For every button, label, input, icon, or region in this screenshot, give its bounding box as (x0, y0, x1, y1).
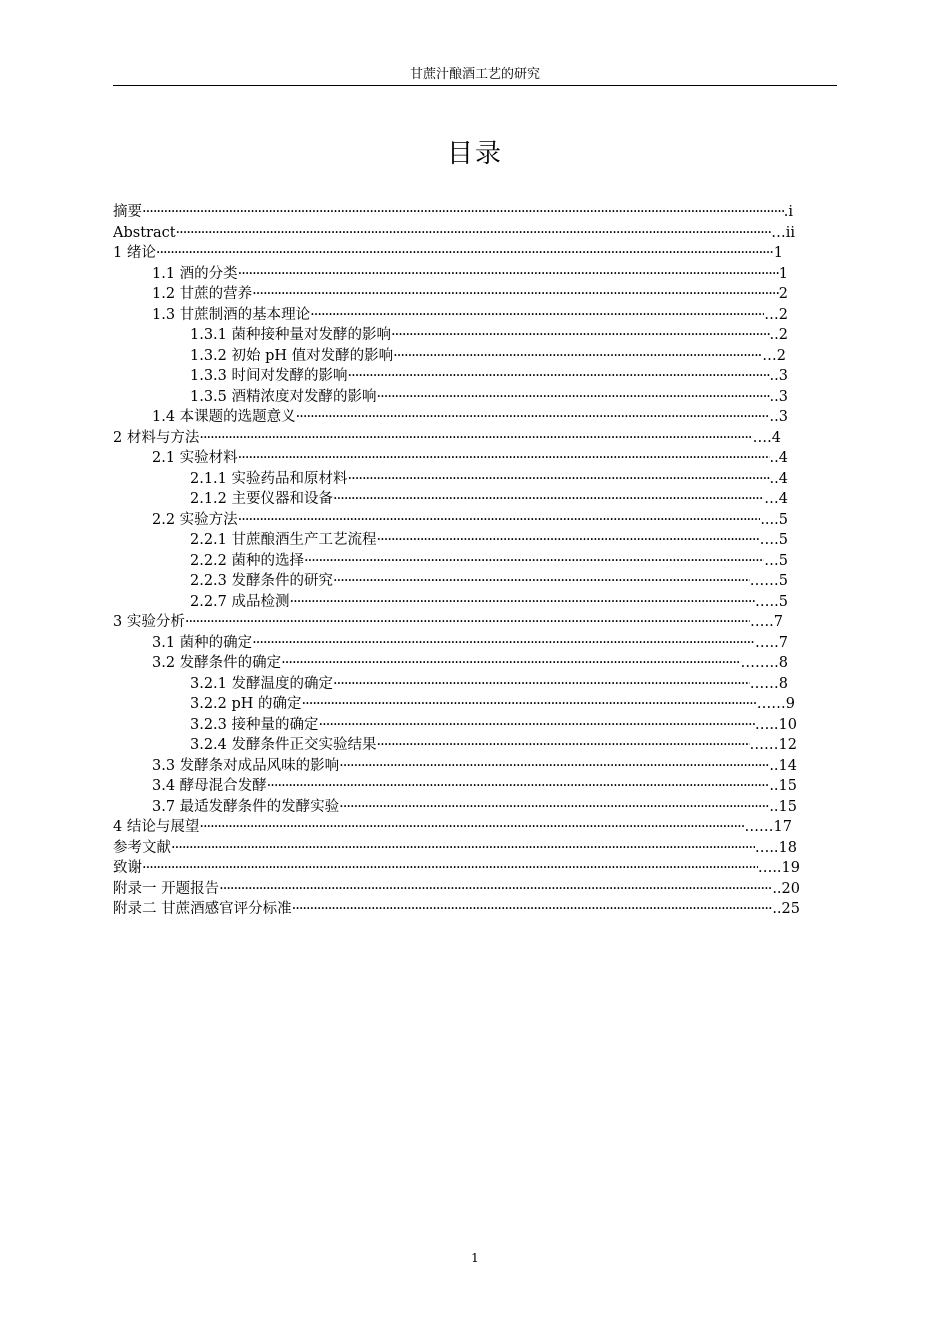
toc-entry[interactable] (113, 202, 803, 223)
toc-entry[interactable] (113, 428, 803, 449)
toc-entry-line (152, 264, 788, 285)
toc-entry-line (113, 428, 781, 449)
toc-entry-line (190, 346, 786, 367)
toc-dot-leader (238, 448, 770, 469)
toc-entry-page: ..3 (769, 409, 788, 425)
toc-entry-label: 2.1 实验材料 (152, 450, 238, 466)
toc-dot-leader (142, 202, 784, 223)
toc-entry-line (190, 571, 788, 592)
toc-entry[interactable] (113, 817, 803, 838)
toc-entry[interactable] (113, 264, 803, 285)
toc-entry-line (190, 674, 788, 695)
toc-entry[interactable] (113, 489, 803, 510)
toc-entry-label: 2 材料与方法 (113, 429, 200, 446)
toc-entry-line (113, 879, 800, 900)
toc-dot-leader (238, 264, 779, 285)
toc-entry-page: …..5 (755, 593, 788, 610)
toc-dot-leader (304, 551, 764, 572)
toc-entry-label: 3.2.4 发酵条件正交实验结果 (190, 737, 377, 753)
toc-dot-leader (292, 899, 773, 920)
toc-entry-line (190, 325, 788, 346)
toc-entry-label: 1 绪论 (113, 245, 156, 261)
toc-entry-page: ……8 (749, 675, 788, 692)
toc-entry-label: 3.2.3 接种量的确定 (190, 716, 319, 733)
toc-entry-label: 1.3.2 初始 pH 值对发酵的影响 (190, 347, 394, 364)
toc-entry-page: ..4 (769, 470, 788, 487)
toc-entry-page: ……17 (744, 819, 792, 835)
toc-entry-line (113, 858, 800, 879)
toc-dot-leader (377, 387, 770, 408)
toc-entry-label: 参考文献 (113, 839, 171, 856)
toc-dot-leader (310, 305, 764, 326)
toc-entry-line (152, 797, 797, 818)
toc-dot-leader (302, 694, 757, 715)
toc-entry-page: .i (783, 204, 793, 220)
toc-entry-label: 3.1 菌种的确定 (152, 634, 253, 651)
toc-list (113, 202, 803, 920)
toc-entry[interactable] (113, 223, 803, 244)
toc-dot-leader (333, 571, 750, 592)
toc-dot-leader (238, 510, 761, 531)
toc-dot-leader (348, 469, 770, 490)
toc-entry[interactable] (113, 858, 803, 879)
toc-entry[interactable] (113, 510, 803, 531)
toc-entry[interactable] (113, 612, 803, 633)
toc-entry-page: …..19 (757, 860, 800, 876)
toc-entry-line (152, 407, 788, 428)
toc-entry-line (113, 202, 793, 223)
toc-entry-page: …..10 (754, 716, 797, 733)
toc-dot-leader (171, 838, 755, 859)
toc-dot-leader (142, 858, 758, 879)
toc-dot-leader (333, 674, 750, 695)
toc-dot-leader (219, 879, 772, 900)
toc-entry[interactable] (113, 776, 803, 797)
toc-dot-leader (296, 407, 770, 428)
toc-title: 目录 (446, 139, 503, 169)
toc-entry-label: 附录二 甘蔗酒感官评分标准 (113, 901, 292, 917)
toc-entry-page: …5 (764, 552, 788, 569)
header-rule (113, 85, 837, 86)
toc-entry-line (190, 489, 788, 510)
toc-dot-leader (267, 776, 770, 797)
toc-entry-line (113, 899, 800, 920)
toc-entry-line (152, 510, 788, 531)
toc-entry[interactable] (113, 366, 803, 387)
toc-entry-line (190, 469, 788, 490)
toc-entry[interactable] (113, 797, 803, 818)
toc-dot-leader (281, 653, 740, 674)
toc-entry-line (152, 448, 788, 469)
toc-dot-leader (185, 612, 750, 633)
toc-entry[interactable] (113, 592, 803, 613)
toc-entry-line (190, 387, 788, 408)
toc-entry-label: 1.3.1 菌种接种量对发酵的影响 (190, 327, 392, 343)
toc-entry-page: ….4 (752, 429, 781, 446)
toc-entry-page: ..20 (772, 880, 800, 897)
toc-entry-page: …ii (771, 224, 795, 241)
toc-entry-page: 1 (778, 265, 788, 282)
toc-entry-line (113, 612, 783, 633)
toc-entry-page: …4 (764, 491, 788, 507)
toc-entry-label: 附录一 开题报告 (113, 880, 220, 897)
toc-dot-leader (252, 633, 755, 654)
toc-entry-page: ……12 (749, 737, 797, 753)
toc-entry-page: ....5 (760, 511, 788, 528)
toc-entry[interactable] (113, 694, 803, 715)
toc-entry-label: 2.2.7 成品检测 (190, 593, 290, 610)
toc-entry-page: ..3 (769, 388, 788, 405)
toc-entry-line (152, 633, 788, 654)
toc-entry[interactable] (113, 305, 803, 326)
toc-entry-page: 2 (778, 286, 788, 302)
toc-entry-label: 致谢 (113, 860, 142, 876)
toc-entry-label: Abstract (113, 224, 176, 241)
toc-entry-label: 1.2 甘蔗的营养 (152, 286, 253, 302)
toc-dot-leader (333, 489, 764, 510)
toc-entry-label: 2.1.2 主要仪器和设备 (190, 491, 334, 507)
toc-entry-page: ……9 (756, 696, 795, 712)
toc-entry-line (152, 776, 797, 797)
toc-entry-label: 1.3 甘蔗制酒的基本理论 (152, 306, 311, 323)
running-header: 甘蔗汁酿酒工艺的研究 (409, 67, 540, 82)
toc-entry[interactable] (113, 899, 803, 920)
toc-entry-label: 3 实验分析 (113, 614, 185, 630)
toc-entry-label: 3.3 发酵条对成品风味的影响 (152, 757, 340, 774)
toc-dot-leader (252, 284, 779, 305)
toc-dot-leader (199, 817, 744, 838)
toc-entry-line (152, 756, 797, 777)
toc-entry-page: ..2 (769, 327, 788, 343)
toc-entry[interactable] (113, 715, 803, 736)
toc-entry-line (190, 530, 788, 551)
toc-entry-line (113, 243, 783, 264)
toc-entry-line (152, 653, 788, 674)
toc-entry-page: …2 (764, 306, 788, 323)
toc-entry[interactable] (113, 243, 803, 264)
toc-entry-label: 4 结论与展望 (113, 819, 200, 835)
toc-entry[interactable] (113, 325, 803, 346)
toc-dot-leader (377, 735, 750, 756)
toc-entry[interactable] (113, 407, 803, 428)
toc-entry-label: 3.7 最适发酵条件的发酵实验 (152, 798, 340, 815)
toc-entry-line (113, 817, 792, 838)
toc-entry-label: 3.2 发酵条件的确定 (152, 655, 282, 671)
toc-entry[interactable] (113, 633, 803, 654)
toc-dot-leader (199, 428, 752, 449)
toc-entry[interactable] (113, 469, 803, 490)
toc-dot-leader (176, 223, 772, 244)
toc-entry-page: ..25 (772, 901, 800, 917)
toc-entry-page: ..15 (769, 798, 797, 815)
toc-entry-label: 3.4 酵母混合发酵 (152, 778, 267, 794)
toc-entry-page: ….5 (759, 532, 788, 548)
toc-entry-label: 2.1.1 实验药品和原材料 (190, 470, 348, 487)
toc-entry-line (190, 694, 795, 715)
toc-dot-leader (339, 756, 769, 777)
toc-entry-label: 2.2.3 发酵条件的研究 (190, 573, 334, 589)
toc-entry-line (113, 223, 795, 244)
toc-entry[interactable] (113, 735, 803, 756)
toc-entry-page: ..4 (769, 450, 788, 466)
toc-entry[interactable] (113, 448, 803, 469)
toc-entry-page: …2 (762, 347, 786, 364)
toc-entry-label: 1.3.5 酒精浓度对发酵的影响 (190, 388, 377, 405)
toc-dot-leader (393, 346, 762, 367)
toc-entry-page: ..15 (769, 778, 797, 794)
toc-entry-label: 1.1 酒的分类 (152, 265, 238, 282)
toc-entry[interactable] (113, 838, 803, 859)
toc-entry-page: …..7 (755, 634, 788, 651)
toc-entry[interactable] (113, 346, 803, 367)
toc-entry-line (190, 366, 788, 387)
toc-entry[interactable] (113, 756, 803, 777)
toc-entry[interactable] (113, 551, 803, 572)
toc-dot-leader (391, 325, 770, 346)
toc-entry[interactable] (113, 653, 803, 674)
toc-entry-line (190, 592, 788, 613)
toc-entry-line (190, 551, 788, 572)
toc-entry-label: 1.3.3 时间对发酵的影响 (190, 368, 348, 384)
toc-entry-label: 3.2.2 pH 的确定 (190, 696, 302, 712)
toc-entry-label: 1.4 本课题的选题意义 (152, 409, 296, 425)
toc-entry-line (113, 838, 797, 859)
toc-entry[interactable] (113, 879, 803, 900)
toc-entry-label: 摘要 (113, 204, 142, 220)
toc-entry-line (190, 715, 797, 736)
toc-entry[interactable] (113, 571, 803, 592)
toc-entry-line (152, 284, 788, 305)
toc-dot-leader (319, 715, 755, 736)
toc-entry-line (190, 735, 797, 756)
toc-dot-leader (348, 366, 770, 387)
toc-entry[interactable] (113, 387, 803, 408)
toc-dot-leader (377, 530, 760, 551)
toc-dot-leader (156, 243, 774, 264)
toc-entry-label: 2.2.1 甘蔗酿酒生产工艺流程 (190, 532, 377, 548)
toc-dot-leader (290, 592, 756, 613)
toc-entry-page: ..3 (769, 368, 788, 384)
toc-entry-page: 1 (773, 245, 783, 261)
toc-entry-line (152, 305, 788, 326)
toc-entry-label: 3.2.1 发酵温度的确定 (190, 675, 334, 692)
toc-entry-label: 2.2.2 菌种的选择 (190, 552, 305, 569)
toc-entry[interactable] (113, 284, 803, 305)
toc-dot-leader (339, 797, 769, 818)
toc-entry[interactable] (113, 674, 803, 695)
toc-entry-page: ……..8 (740, 655, 788, 671)
footer-page-number: 1 (471, 1251, 479, 1265)
toc-entry-page: …..18 (754, 839, 797, 856)
toc-entry-label: 2.2 实验方法 (152, 511, 238, 528)
toc-entry[interactable] (113, 530, 803, 551)
toc-entry-page: ……5 (749, 573, 788, 589)
toc-entry-page: ..14 (769, 757, 797, 774)
toc-entry-page: …..7 (750, 614, 783, 630)
